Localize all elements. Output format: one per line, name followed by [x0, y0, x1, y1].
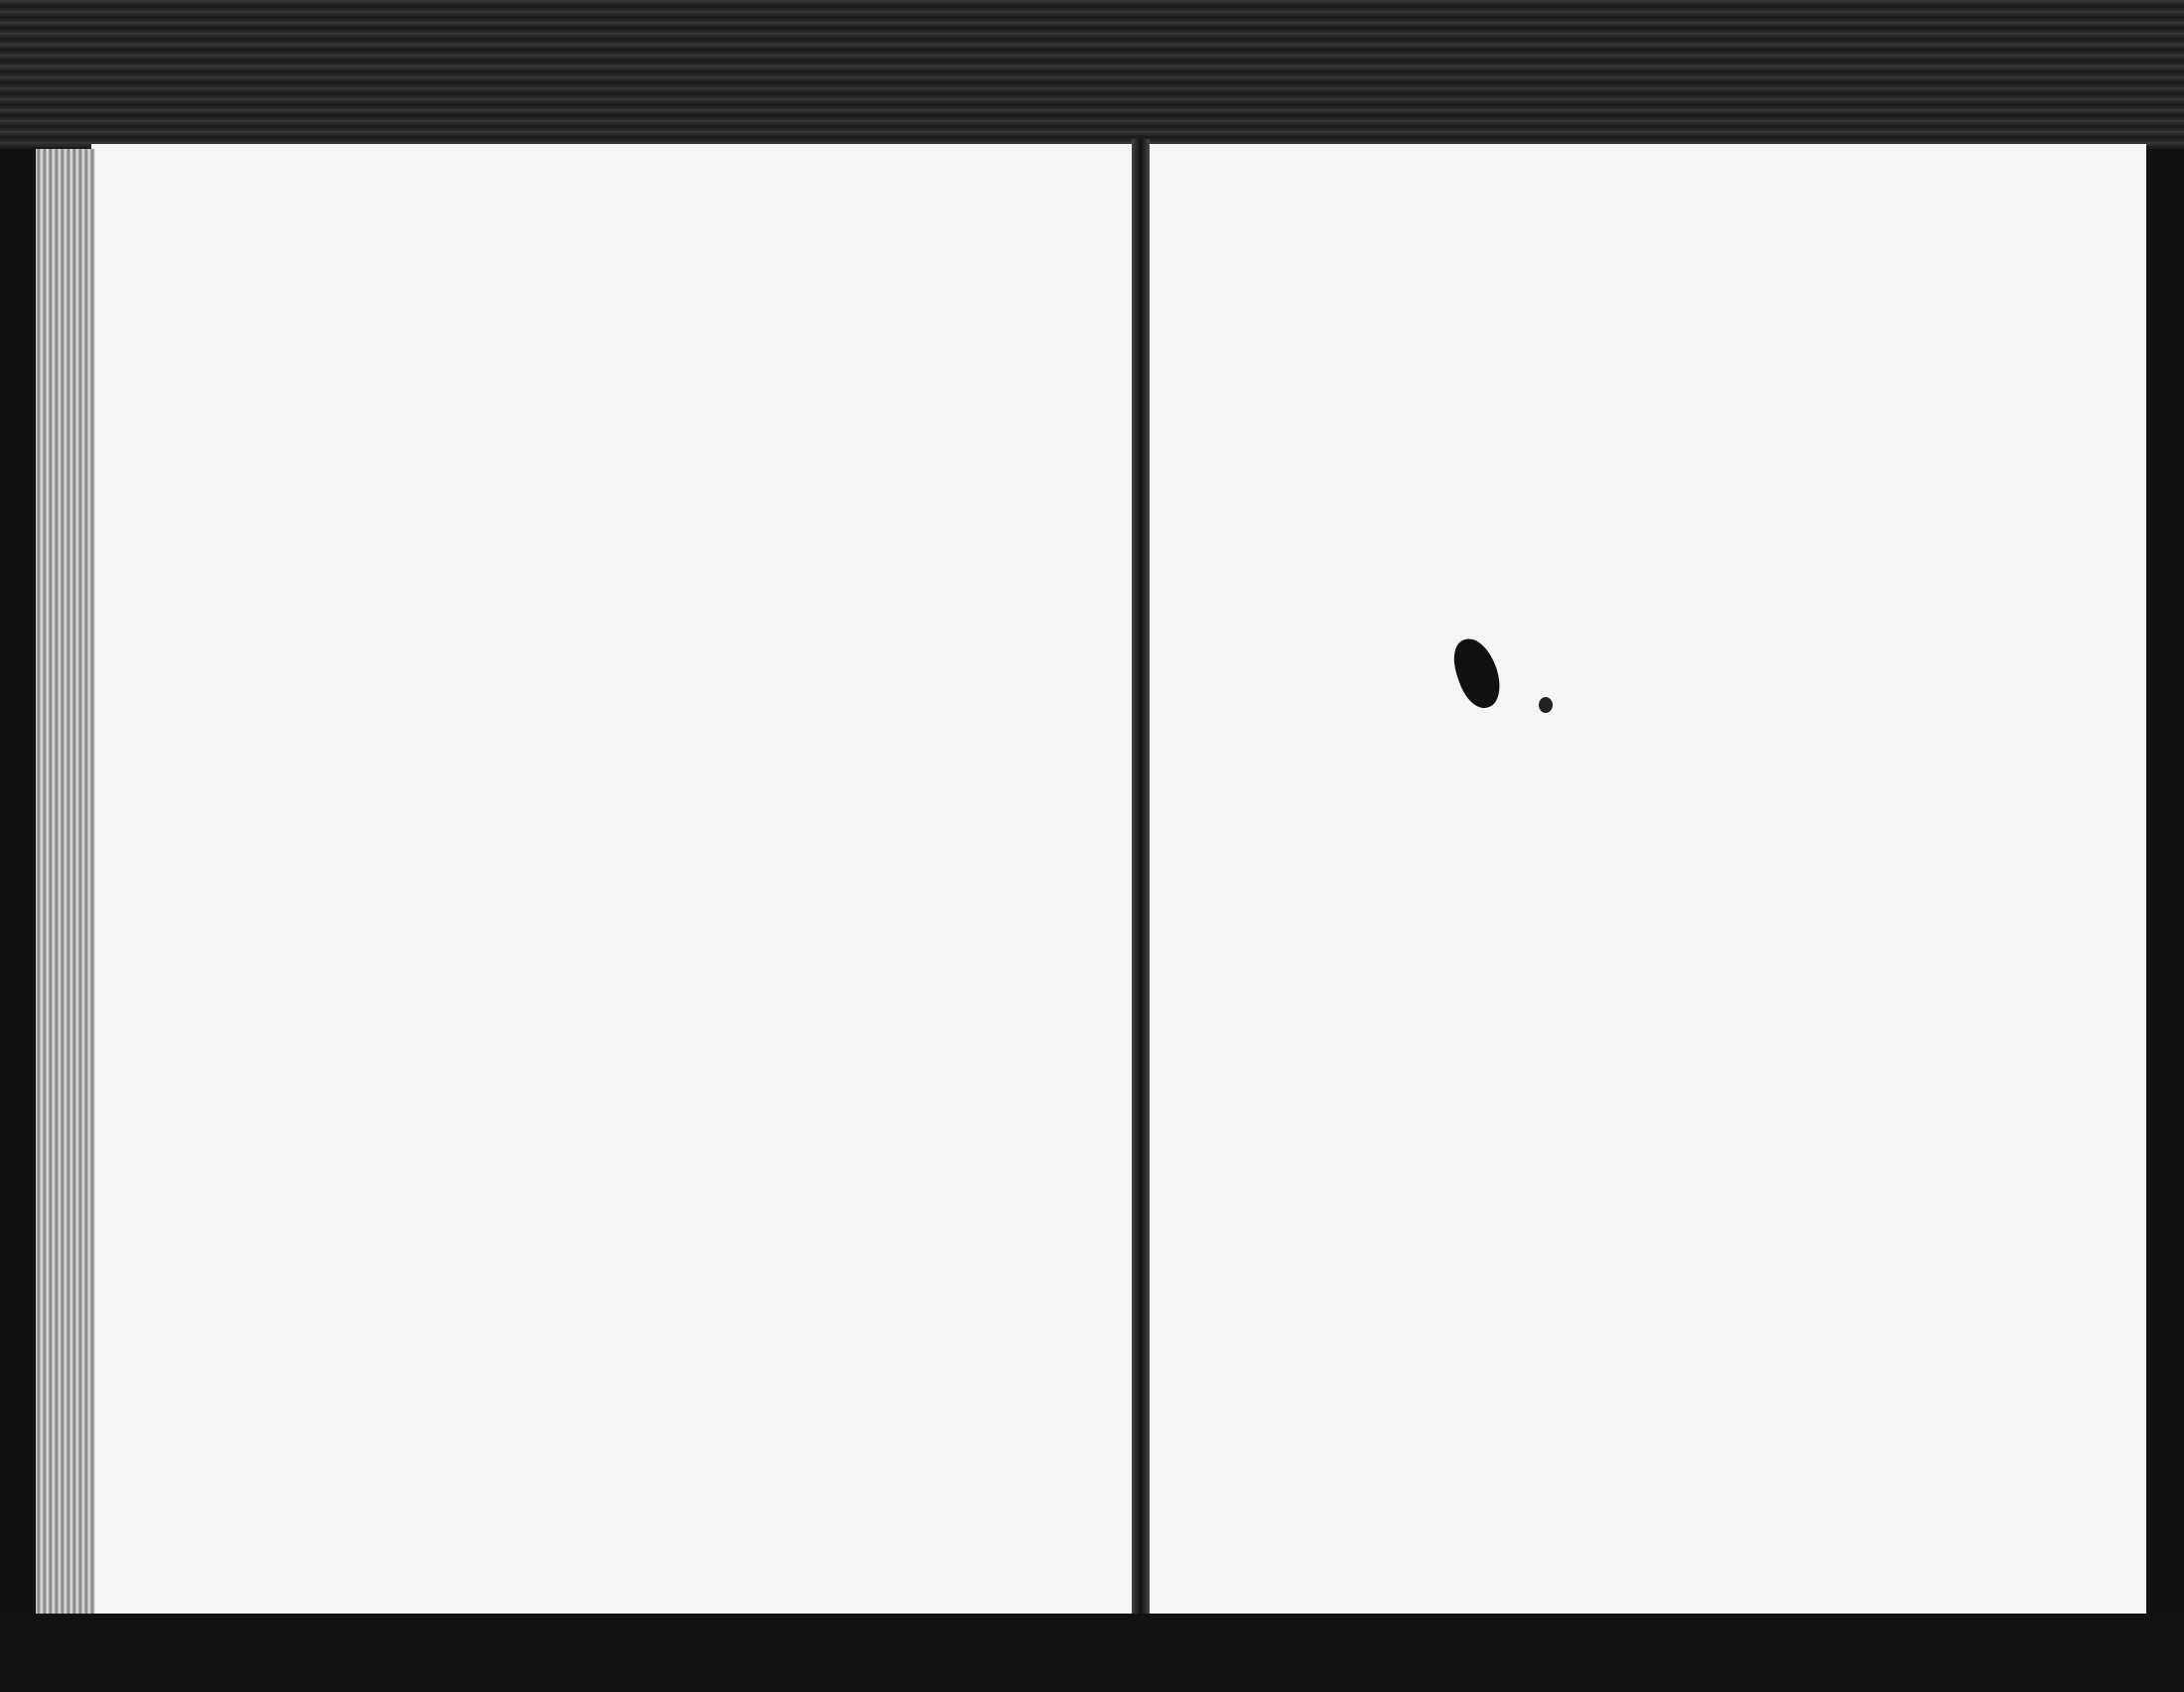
left-page	[91, 144, 1136, 1619]
scanner-bottom	[0, 1614, 2184, 1692]
book-page-edges	[36, 149, 95, 1628]
scanner-background	[0, 0, 2184, 149]
book-gutter	[1132, 139, 1150, 1623]
right-page	[1144, 144, 2146, 1619]
ink-drop	[1539, 697, 1553, 713]
